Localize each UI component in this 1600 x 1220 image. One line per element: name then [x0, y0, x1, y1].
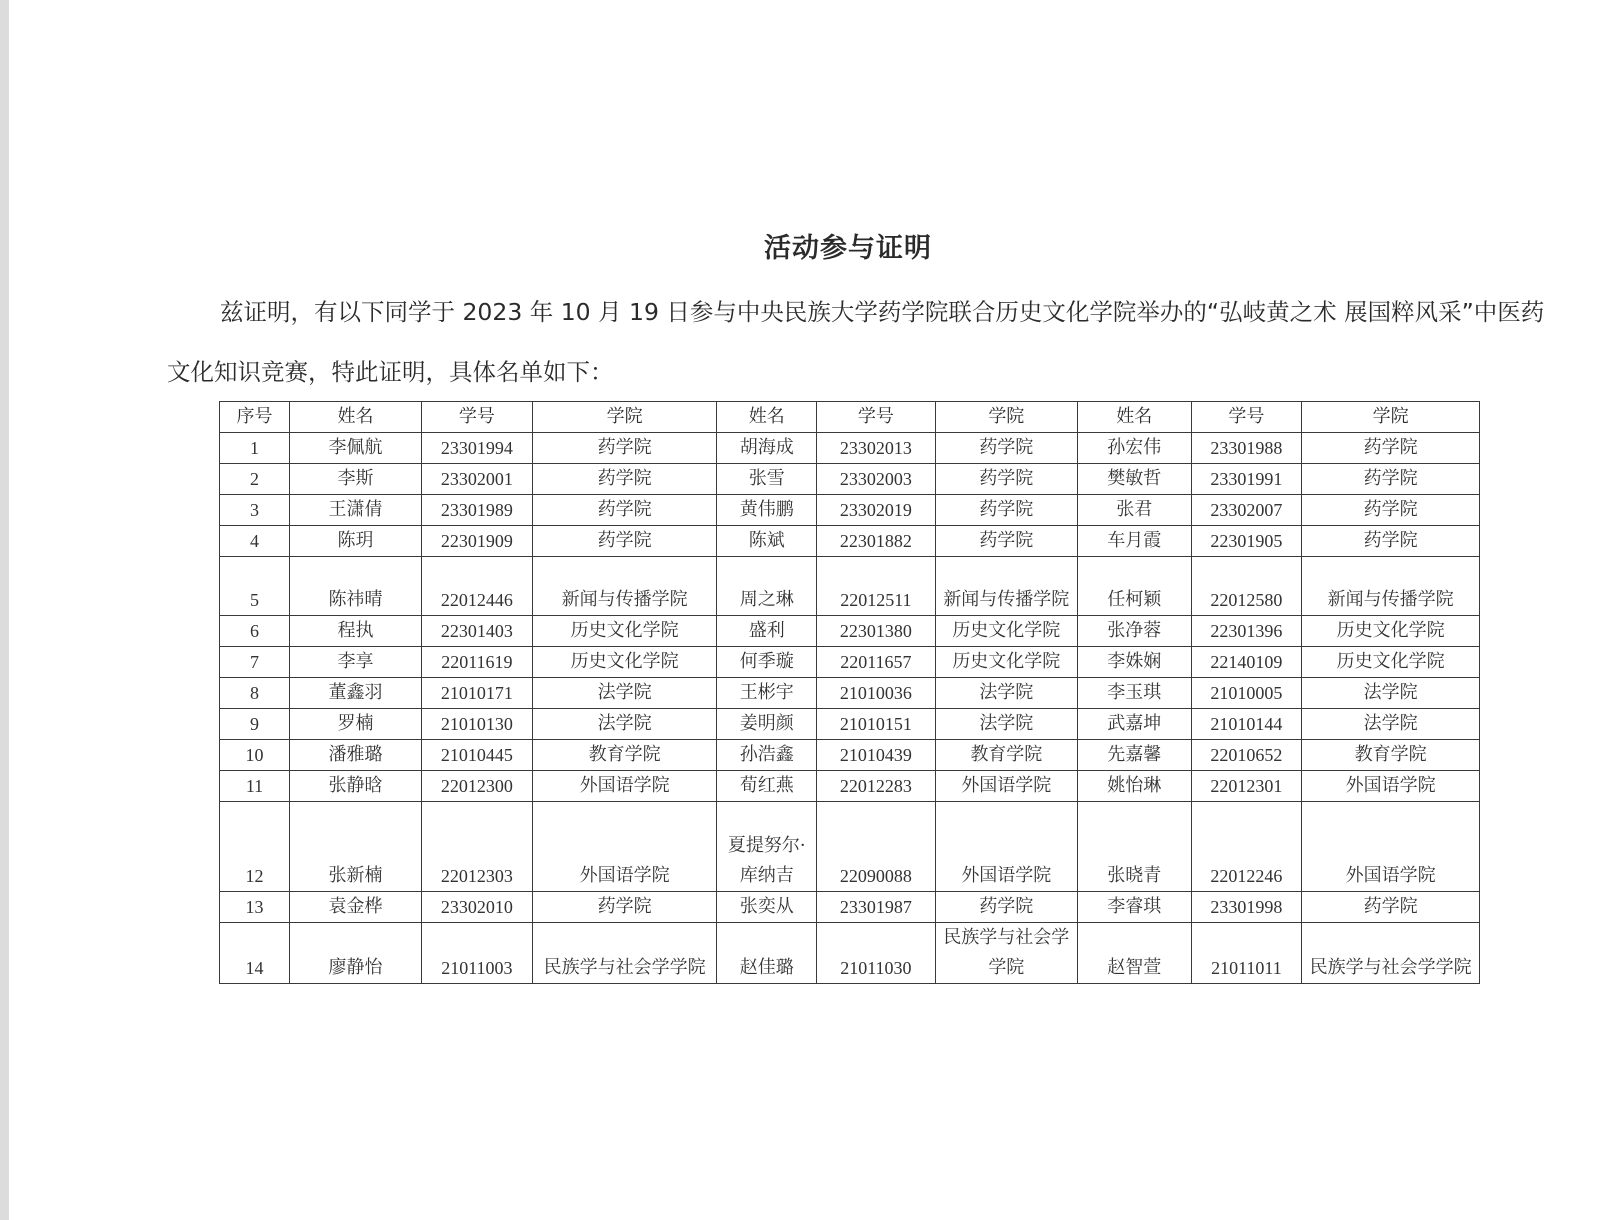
student-id-cell: 22301905: [1191, 526, 1302, 557]
document-title: 活动参与证明: [764, 233, 932, 264]
page-left-edge: [0, 0, 9, 1220]
student-name-cell: 陈祎晴: [290, 557, 422, 616]
college-name-cell: 民族学与社会学学院: [1302, 923, 1480, 984]
college-name-cell: 外国语学院: [935, 802, 1077, 892]
college-name-cell: 外国语学院: [1302, 802, 1480, 892]
table-row: [220, 802, 1480, 892]
student-name-cell: 姚怡琳: [1077, 771, 1191, 802]
row-index-cell: 8: [220, 678, 290, 709]
student-name-cell: 李姝娴: [1077, 647, 1191, 678]
student-id-cell: 21011030: [816, 923, 935, 984]
row-index-cell: 10: [220, 740, 290, 771]
certificate-body: 兹证明，有以下同学于 2023 年 10 月 19 日参与中央民族大学药学院联合历史文化学院举办的“弘岐黄之术 展国粹风采”中医药文化知识竞赛，特此证明，具体名单如下：: [167, 298, 1545, 386]
college-name-cell: 法学院: [935, 678, 1077, 709]
row-index-cell: 2: [220, 464, 290, 495]
student-name-cell: 张静晗: [290, 771, 422, 802]
student-name-cell: 赵佳璐: [717, 923, 817, 984]
college-name-cell: 教育学院: [1302, 740, 1480, 771]
student-name-cell: 潘雅璐: [290, 740, 422, 771]
table-row: [220, 647, 1480, 678]
student-id-cell: 22012511: [816, 557, 935, 616]
student-name-cell: 何季璇: [717, 647, 817, 678]
student-id-cell: 22301380: [816, 616, 935, 647]
college-name-cell: 新闻与传播学院: [1302, 557, 1480, 616]
student-id-cell: 21011003: [422, 923, 533, 984]
student-name-cell: 先嘉馨: [1077, 740, 1191, 771]
student-id-cell: 23301998: [1191, 892, 1302, 923]
student-id-cell: 22012580: [1191, 557, 1302, 616]
college-name-cell: 法学院: [1302, 678, 1480, 709]
student-id-cell: 23302001: [422, 464, 533, 495]
student-id-cell: 23302013: [816, 433, 935, 464]
college-name-cell: 法学院: [1302, 709, 1480, 740]
college-name-cell: 历史文化学院: [935, 616, 1077, 647]
college-name-cell: 药学院: [935, 464, 1077, 495]
table-row: [220, 771, 1480, 802]
student-id-cell: 22012246: [1191, 802, 1302, 892]
college-name-cell: 外国语学院: [1302, 771, 1480, 802]
header-name: 姓名: [1077, 402, 1191, 433]
college-name-cell: 新闻与传播学院: [935, 557, 1077, 616]
student-id-cell: 22301403: [422, 616, 533, 647]
college-name-cell: 药学院: [935, 526, 1077, 557]
student-name-cell: 陈斌: [717, 526, 817, 557]
table-row: [220, 892, 1480, 923]
student-id-cell: 22090088: [816, 802, 935, 892]
student-name-cell: 王潇倩: [290, 495, 422, 526]
row-index-cell: 1: [220, 433, 290, 464]
student-id-cell: 23301987: [816, 892, 935, 923]
student-name-cell: 张君: [1077, 495, 1191, 526]
student-id-cell: 21010144: [1191, 709, 1302, 740]
student-name-cell: 袁金桦: [290, 892, 422, 923]
student-name-cell: 程执: [290, 616, 422, 647]
college-name-cell: 外国语学院: [532, 802, 717, 892]
row-index-cell: 11: [220, 771, 290, 802]
college-name-cell: 药学院: [935, 433, 1077, 464]
college-name-cell: 历史文化学院: [532, 647, 717, 678]
student-id-cell: 22140109: [1191, 647, 1302, 678]
college-name-cell: 教育学院: [935, 740, 1077, 771]
student-id-cell: 22012446: [422, 557, 533, 616]
table-header-row: [220, 402, 1480, 433]
student-id-cell: 23301989: [422, 495, 533, 526]
student-name-cell: 陈玥: [290, 526, 422, 557]
student-id-cell: 23301994: [422, 433, 533, 464]
college-name-cell: 药学院: [1302, 526, 1480, 557]
college-name-cell: 药学院: [935, 495, 1077, 526]
student-name-cell: 罗楠: [290, 709, 422, 740]
college-name-cell: 法学院: [532, 709, 717, 740]
college-name-cell: 药学院: [1302, 433, 1480, 464]
header-student-id: 学号: [816, 402, 935, 433]
student-id-cell: 22301882: [816, 526, 935, 557]
student-id-cell: 21010445: [422, 740, 533, 771]
student-id-cell: 21010151: [816, 709, 935, 740]
row-index-cell: 6: [220, 616, 290, 647]
college-name-cell: 历史文化学院: [1302, 647, 1480, 678]
row-index-cell: 14: [220, 923, 290, 984]
student-id-cell: 21011011: [1191, 923, 1302, 984]
student-name-cell: 张雪: [717, 464, 817, 495]
college-name-cell: 药学院: [935, 892, 1077, 923]
student-name-cell: 周之琳: [717, 557, 817, 616]
header-name: 姓名: [290, 402, 422, 433]
student-id-cell: 21010171: [422, 678, 533, 709]
row-index-cell: 3: [220, 495, 290, 526]
table-row: [220, 557, 1480, 616]
header-index: 序号: [220, 402, 290, 433]
table-row: [220, 709, 1480, 740]
table-row: [220, 526, 1480, 557]
table-row: [220, 923, 1480, 984]
student-id-cell: 23301988: [1191, 433, 1302, 464]
header-student-id: 学号: [1191, 402, 1302, 433]
college-name-cell: 民族学与社会学学院: [532, 923, 717, 984]
college-name-cell: 历史文化学院: [1302, 616, 1480, 647]
student-name-cell: 王彬宇: [717, 678, 817, 709]
student-name-cell: 张净蓉: [1077, 616, 1191, 647]
student-name-cell: 荀红燕: [717, 771, 817, 802]
student-id-cell: 23302007: [1191, 495, 1302, 526]
college-name-cell: 药学院: [532, 433, 717, 464]
college-name-cell: 外国语学院: [935, 771, 1077, 802]
college-name-cell: 药学院: [532, 892, 717, 923]
table-row: [220, 433, 1480, 464]
table-row: [220, 740, 1480, 771]
student-name-cell: 李睿琪: [1077, 892, 1191, 923]
student-id-cell: 21010130: [422, 709, 533, 740]
student-name-cell: 张奕从: [717, 892, 817, 923]
student-id-cell: 23302003: [816, 464, 935, 495]
header-college: 学院: [935, 402, 1077, 433]
college-name-cell: 药学院: [532, 495, 717, 526]
student-name-cell: 李享: [290, 647, 422, 678]
row-index-cell: 13: [220, 892, 290, 923]
student-name-cell: 武嘉坤: [1077, 709, 1191, 740]
table-row: [220, 464, 1480, 495]
row-index-cell: 4: [220, 526, 290, 557]
row-index-cell: 7: [220, 647, 290, 678]
row-index-cell: 12: [220, 802, 290, 892]
student-id-cell: 23301991: [1191, 464, 1302, 495]
participant-table: [219, 401, 1480, 984]
header-college: 学院: [1302, 402, 1480, 433]
student-id-cell: 22301909: [422, 526, 533, 557]
student-name-cell: 赵智萱: [1077, 923, 1191, 984]
college-name-cell: 民族学与社会学学院: [935, 923, 1077, 984]
college-name-cell: 药学院: [1302, 892, 1480, 923]
student-id-cell: 22010652: [1191, 740, 1302, 771]
student-name-cell: 李玉琪: [1077, 678, 1191, 709]
student-name-cell: 车月霞: [1077, 526, 1191, 557]
student-name-cell: 李斯: [290, 464, 422, 495]
student-id-cell: 22012283: [816, 771, 935, 802]
college-name-cell: 教育学院: [532, 740, 717, 771]
table-body: [220, 433, 1480, 984]
college-name-cell: 历史文化学院: [532, 616, 717, 647]
student-name-cell: 孙宏伟: [1077, 433, 1191, 464]
student-name-cell: 任柯颖: [1077, 557, 1191, 616]
student-name-cell: 张新楠: [290, 802, 422, 892]
student-id-cell: 21010036: [816, 678, 935, 709]
header-student-id: 学号: [422, 402, 533, 433]
student-name-cell: 姜明颜: [717, 709, 817, 740]
student-id-cell: 23302010: [422, 892, 533, 923]
table-row: [220, 495, 1480, 526]
student-name-cell: 盛利: [717, 616, 817, 647]
student-name-cell: 李佩航: [290, 433, 422, 464]
student-id-cell: 22012300: [422, 771, 533, 802]
student-id-cell: 21010439: [816, 740, 935, 771]
student-name-cell: 孙浩鑫: [717, 740, 817, 771]
student-name-cell: 廖静怡: [290, 923, 422, 984]
college-name-cell: 法学院: [532, 678, 717, 709]
student-name-cell: 夏提努尔·库纳吉: [717, 802, 817, 892]
student-id-cell: 21010005: [1191, 678, 1302, 709]
college-name-cell: 外国语学院: [532, 771, 717, 802]
table-row: [220, 678, 1480, 709]
college-name-cell: 法学院: [935, 709, 1077, 740]
student-name-cell: 樊敏哲: [1077, 464, 1191, 495]
header-college: 学院: [532, 402, 717, 433]
student-id-cell: 22301396: [1191, 616, 1302, 647]
student-name-cell: 张晓青: [1077, 802, 1191, 892]
student-name-cell: 胡海成: [717, 433, 817, 464]
row-index-cell: 9: [220, 709, 290, 740]
student-id-cell: 22012303: [422, 802, 533, 892]
table-row: [220, 616, 1480, 647]
student-name-cell: 董鑫羽: [290, 678, 422, 709]
college-name-cell: 药学院: [532, 526, 717, 557]
college-name-cell: 药学院: [1302, 464, 1480, 495]
row-index-cell: 5: [220, 557, 290, 616]
student-id-cell: 22012301: [1191, 771, 1302, 802]
header-name: 姓名: [717, 402, 817, 433]
college-name-cell: 历史文化学院: [935, 647, 1077, 678]
student-name-cell: 黄伟鹏: [717, 495, 817, 526]
college-name-cell: 药学院: [532, 464, 717, 495]
student-id-cell: 23302019: [816, 495, 935, 526]
student-id-cell: 22011657: [816, 647, 935, 678]
college-name-cell: 新闻与传播学院: [532, 557, 717, 616]
student-id-cell: 22011619: [422, 647, 533, 678]
college-name-cell: 药学院: [1302, 495, 1480, 526]
